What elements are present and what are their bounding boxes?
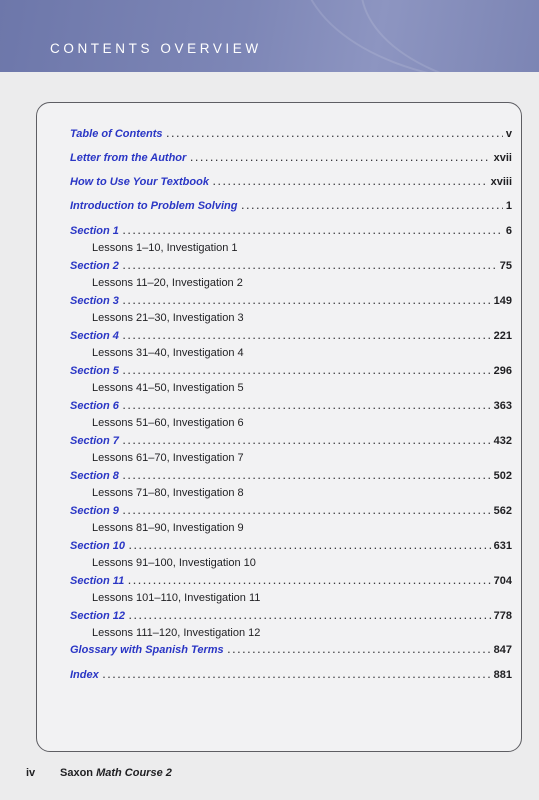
toc-entry-page: 149	[493, 295, 512, 307]
footer-book-name: Math Course 2	[96, 767, 172, 779]
toc-entry-page: 502	[493, 470, 512, 482]
toc-entry-subtitle: Lessons 1–10, Investigation 1	[92, 242, 238, 254]
toc-entry-page: 631	[493, 540, 512, 552]
toc-entry-subtitle: Lessons 111–120, Investigation 12	[92, 627, 261, 639]
toc-entry[interactable]	[70, 537, 512, 572]
toc-entry-title[interactable]: Section 10	[70, 540, 126, 552]
toc-entry-title[interactable]: Table of Contents	[70, 128, 163, 140]
toc-entry-title[interactable]: Section 6	[70, 400, 119, 412]
toc-entry-page: 296	[493, 365, 512, 377]
toc-dot-leader	[129, 537, 491, 555]
toc-entry-page: 1	[505, 200, 512, 212]
toc-entry-title[interactable]: Section 9	[70, 505, 119, 517]
toc-entry-page: 6	[505, 225, 512, 237]
toc-entry[interactable]	[70, 197, 512, 215]
toc-entry-subtitle: Lessons 31–40, Investigation 4	[92, 347, 244, 359]
toc-dot-leader	[123, 467, 491, 485]
header-band	[0, 0, 539, 72]
toc-entry-title[interactable]: Section 7	[70, 435, 119, 447]
toc-entry-title[interactable]: Section 3	[70, 295, 119, 307]
toc-dot-leader	[190, 149, 490, 167]
toc-entry-page: 363	[493, 400, 512, 412]
toc-entry-title[interactable]: How to Use Your Textbook	[70, 176, 209, 188]
toc-entry-line	[70, 537, 512, 555]
toc-entry-line	[70, 257, 512, 275]
toc-entry[interactable]	[70, 666, 512, 684]
toc-entry-page: 778	[493, 610, 512, 622]
toc-entry-subtitle: Lessons 21–30, Investigation 3	[92, 312, 244, 324]
toc-entry-page: xviii	[490, 176, 512, 188]
header-swoosh-decoration	[360, 0, 539, 72]
toc-dot-leader	[123, 222, 503, 240]
toc-entry-page: 562	[493, 505, 512, 517]
toc-entry-line	[70, 467, 512, 485]
toc-dot-leader	[241, 197, 502, 215]
toc-entry-line	[70, 502, 512, 520]
toc-entry[interactable]	[70, 173, 512, 191]
toc-entry-page: xvii	[493, 152, 512, 164]
footer-book-series: Saxon	[60, 767, 94, 779]
toc-dot-leader	[128, 572, 490, 590]
toc-entry-subtitle: Lessons 61–70, Investigation 7	[92, 452, 244, 464]
toc-entry-line	[70, 173, 512, 191]
toc-entry-subtitle: Lessons 81–90, Investigation 9	[92, 522, 244, 534]
toc-entry-line	[70, 292, 512, 310]
toc-entry-page: 75	[499, 260, 512, 272]
toc-entry-title[interactable]: Section 4	[70, 330, 119, 342]
toc-entry-title[interactable]: Section 8	[70, 470, 119, 482]
toc-entry[interactable]	[70, 125, 512, 143]
footer-page-number: iv	[26, 767, 36, 779]
toc-entry[interactable]	[70, 327, 512, 362]
toc-dot-leader	[166, 125, 502, 143]
toc-entry-title[interactable]: Section 11	[70, 575, 125, 587]
page-title: CONTENTS OVERVIEW	[50, 41, 262, 56]
toc-entry-page: 704	[493, 575, 512, 587]
toc-entry-line	[70, 125, 512, 143]
footer-book-title	[60, 767, 172, 779]
toc-entry-title[interactable]: Section 5	[70, 365, 119, 377]
toc-entry-page: 847	[493, 644, 512, 656]
toc-dot-leader	[123, 292, 491, 310]
toc-entry[interactable]	[70, 607, 512, 642]
toc-dot-leader	[123, 432, 491, 450]
toc-dot-leader	[123, 502, 491, 520]
toc-entry-line	[70, 641, 512, 659]
toc-entry[interactable]	[70, 292, 512, 327]
toc-entry[interactable]	[70, 572, 512, 607]
toc-dot-leader	[123, 257, 497, 275]
toc-dot-leader	[123, 397, 491, 415]
toc-entry-page: 432	[493, 435, 512, 447]
toc-entry-title[interactable]: Glossary with Spanish Terms	[70, 644, 224, 656]
toc-entry-line	[70, 327, 512, 345]
toc-entry-subtitle: Lessons 51–60, Investigation 6	[92, 417, 244, 429]
toc-entry-line	[70, 572, 512, 590]
toc-entry[interactable]	[70, 222, 512, 257]
toc-entry-subtitle: Lessons 41–50, Investigation 5	[92, 382, 244, 394]
toc-entry-title[interactable]: Section 1	[70, 225, 119, 237]
toc-entry-page: 881	[493, 669, 512, 681]
toc-entry-line	[70, 362, 512, 380]
toc-entry[interactable]	[70, 641, 512, 659]
toc-entry-subtitle: Lessons 91–100, Investigation 10	[92, 557, 256, 569]
toc-entry-page: v	[505, 128, 512, 140]
toc-entry[interactable]	[70, 502, 512, 537]
toc-entry-title[interactable]: Letter from the Author	[70, 152, 187, 164]
toc-entry-subtitle: Lessons 71–80, Investigation 8	[92, 487, 244, 499]
toc-entry[interactable]	[70, 467, 512, 502]
toc-entry[interactable]	[70, 397, 512, 432]
toc-entry-title[interactable]: Introduction to Problem Solving	[70, 200, 238, 212]
toc-entry-line	[70, 432, 512, 450]
toc-entry-title[interactable]: Section 2	[70, 260, 119, 272]
toc-entry-line	[70, 149, 512, 167]
toc-dot-leader	[129, 607, 491, 625]
toc-entry-subtitle: Lessons 101–110, Investigation 11	[92, 592, 261, 604]
toc-dot-leader	[228, 641, 491, 659]
toc-entry[interactable]	[70, 362, 512, 397]
toc-entry-line	[70, 197, 512, 215]
toc-entry-line	[70, 397, 512, 415]
toc-entry-page: 221	[493, 330, 512, 342]
toc-entry-line	[70, 607, 512, 625]
toc-dot-leader	[123, 327, 491, 345]
toc-dot-leader	[123, 362, 491, 380]
toc-entry[interactable]	[70, 432, 512, 467]
toc-entry[interactable]	[70, 257, 512, 292]
toc-entry-line	[70, 666, 512, 684]
toc-dot-leader	[103, 666, 491, 684]
toc-entry-title[interactable]: Section 12	[70, 610, 126, 622]
toc-entry[interactable]	[70, 149, 512, 167]
toc-dot-leader	[213, 173, 488, 191]
toc-entry-title[interactable]: Index	[70, 669, 99, 681]
toc-entry-line	[70, 222, 512, 240]
toc-entry-subtitle: Lessons 11–20, Investigation 2	[92, 277, 243, 289]
